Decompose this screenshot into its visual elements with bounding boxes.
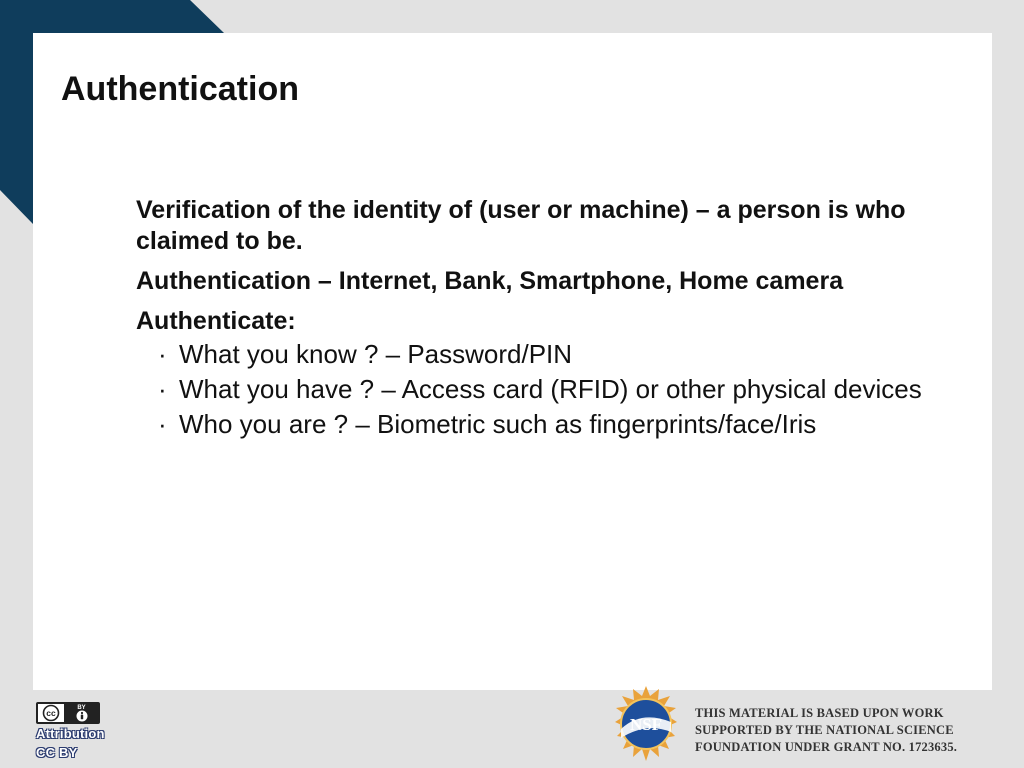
factor-know: What you know ? – Password/PIN [179,339,573,369]
nsf-line: THIS MATERIAL IS BASED UPON WORK [695,706,944,720]
bullet-dot: · [158,374,167,404]
nsf-line: SUPPORTED BY THE NATIONAL SCIENCE [695,723,954,737]
by-label: BY [77,705,86,711]
nsf-grant-statement [695,705,957,756]
bullet-dot: · [158,339,167,369]
definition-point: Verification of the identity of (user or machine) – a person is who claimed to be. [136,196,906,255]
cc-by-badge [36,702,100,724]
by-icon [65,704,98,722]
svg-text:cc: cc [46,708,56,719]
attribution-label: Attribution [36,726,105,741]
factor-list [136,339,956,440]
slide-content [136,195,956,444]
list-item [158,409,956,440]
list-item [158,339,956,370]
slide-title: Authentication [61,70,299,108]
cc-by-label: CC BY [36,745,78,760]
bullet-dot: · [158,409,167,439]
factor-are: Who you are ? – Biometric such as fingerprints/face/Iris [179,409,817,439]
svg-text:NSF: NSF [629,715,663,734]
cc-license[interactable] [36,702,108,762]
cc-icon [38,704,65,722]
nsf-line: FOUNDATION UNDER GRANT NO. 1723635. [695,740,958,754]
list-item [158,374,956,405]
examples-point: Authentication – Internet, Bank, Smartphone, Home camera [136,267,844,295]
nsf-logo [606,684,686,764]
factor-have: What you have ? – Access card (RFID) or other physical devices [179,374,922,404]
authenticate-heading: Authenticate: [136,307,296,335]
